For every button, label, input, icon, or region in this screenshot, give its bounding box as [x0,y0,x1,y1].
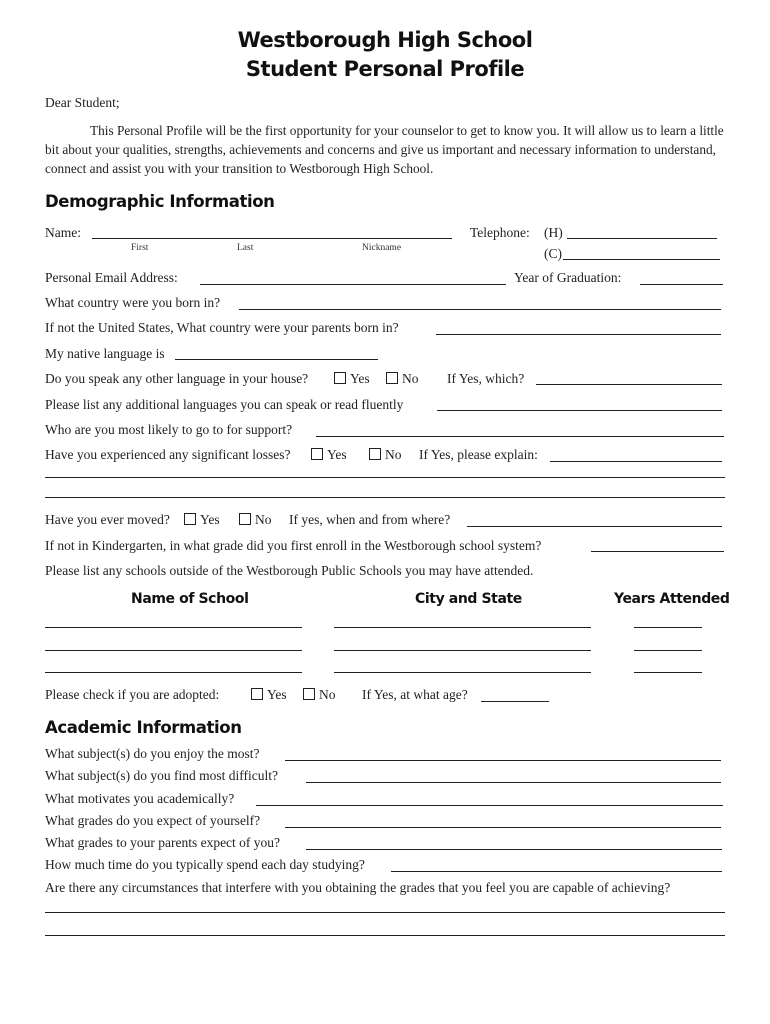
schools-outside-label: Please list any schools outside of the Westborough Public Schools you may have attended. [45,563,534,578]
losses-yes-option[interactable]: Yes [311,447,347,463]
school-city-field[interactable] [334,627,591,628]
name-last-caption: Last [237,243,254,253]
school-city-field[interactable] [334,650,591,651]
support-label: Who are you most likely to go to for support? [45,422,293,437]
expect-parents-field[interactable] [306,849,722,850]
losses-explain-field[interactable] [550,461,722,462]
checkbox[interactable] [239,513,251,525]
other-language-yes-option[interactable]: Yes [334,371,370,387]
motivation-label: What motivates you academically? [45,791,235,806]
losses-label: Have you experienced any significant losses? [45,447,291,462]
adopted-no-option[interactable]: No [303,687,336,703]
adopted-age-field[interactable] [481,701,549,702]
additional-languages-field[interactable] [437,410,722,411]
email-field[interactable] [200,284,506,285]
checkbox[interactable] [386,372,398,384]
if-yes-which-label: If Yes, which? [447,371,525,386]
school-name-field[interactable] [45,672,302,673]
if-yes-age-label: If Yes, at what age? [362,687,468,702]
school-name-field[interactable] [45,650,302,651]
other-language-no-option[interactable]: No [386,371,419,387]
form-title-profile: Student Personal Profile [245,57,525,81]
parents-country-field[interactable] [436,334,721,335]
difficult-subject-label: What subject(s) do you find most difficult? [45,768,278,783]
enjoy-subject-label: What subject(s) do you enjoy the most? [45,746,260,761]
losses-explain-line-3[interactable] [45,497,725,498]
graduation-label: Year of Graduation: [514,270,622,285]
moved-no-option[interactable]: No [239,512,272,528]
country-born-field[interactable] [239,309,721,310]
cell-phone-label: (C) [544,246,562,261]
circumstances-field[interactable] [45,912,725,913]
column-header-years: Years Attended [614,591,730,607]
moved-label: Have you ever moved? [45,512,170,527]
checkbox[interactable] [184,513,196,525]
home-phone-label: (H) [544,225,563,240]
other-language-field[interactable] [536,384,722,385]
adopted-yes-option[interactable]: Yes [251,687,287,703]
losses-no-option[interactable]: No [369,447,402,463]
school-years-field[interactable] [634,650,702,651]
section-heading-demographic: Demographic Information [45,192,275,211]
name-field[interactable] [92,238,452,239]
column-header-school: Name of School [131,591,249,607]
support-field[interactable] [316,436,724,437]
name-first-caption: First [131,243,149,253]
study-time-label: How much time do you typically spend each day studying? [45,857,365,872]
form-title-school: Westborough High School [237,28,533,52]
losses-explain-line-2[interactable] [45,477,725,478]
home-phone-field[interactable] [567,238,717,239]
intro-paragraph: This Personal Profile will be the first opportunity for your counselor to get to know you. It will allow us to learn a little bit about your qualities, strengths, achievements and concerns and give us important and necessary information to understand, connect and assist you with your transition to Westborough High School. [45,123,724,176]
name-nickname-caption: Nickname [362,243,402,253]
greeting: Dear Student; [45,95,120,110]
graduation-field[interactable] [640,284,723,285]
moved-yes-option[interactable]: Yes [184,512,220,528]
school-city-field[interactable] [334,672,591,673]
school-years-field[interactable] [634,672,702,673]
name-label: Name: [45,225,81,240]
parents-country-label: If not the United States, What country were your parents born in? [45,320,399,335]
enjoy-subject-field[interactable] [285,760,721,761]
native-language-field[interactable] [175,359,378,360]
moved-details-field[interactable] [467,526,722,527]
country-born-label: What country were you born in? [45,295,221,310]
expect-self-label: What grades do you expect of yourself? [45,813,261,828]
checkbox[interactable] [334,372,346,384]
native-language-label: My native language is [45,346,165,361]
checkbox[interactable] [369,448,381,460]
school-name-field[interactable] [45,627,302,628]
section-heading-academic: Academic Information [45,718,242,737]
study-time-field[interactable] [391,871,722,872]
expect-parents-label: What grades to your parents expect of you? [45,835,281,850]
circumstances-label: Are there any circumstances that interfere with you obtaining the grades that you feel you are capable of achieving? [45,880,671,895]
checkbox[interactable] [251,688,263,700]
telephone-label: Telephone: [470,225,530,240]
adopted-label: Please check if you are adopted: [45,687,220,702]
cell-phone-field[interactable] [563,259,720,260]
school-years-field[interactable] [634,627,702,628]
first-grade-field[interactable] [591,551,724,552]
if-yes-when-label: If yes, when and from where? [289,512,451,527]
checkbox[interactable] [303,688,315,700]
expect-self-field[interactable] [285,827,721,828]
if-yes-explain-label: If Yes, please explain: [419,447,538,462]
difficult-subject-field[interactable] [306,782,721,783]
checkbox[interactable] [311,448,323,460]
motivation-field[interactable] [256,805,723,806]
kindergarten-label: If not in Kindergarten, in what grade did you first enroll in the Westborough school system? [45,538,542,553]
circumstances-field-line-2[interactable] [45,935,725,936]
additional-languages-label: Please list any additional languages you can speak or read fluently [45,397,404,412]
column-header-city-state: City and State [415,591,522,607]
other-language-label: Do you speak any other language in your house? [45,371,309,386]
email-label: Personal Email Address: [45,270,178,285]
